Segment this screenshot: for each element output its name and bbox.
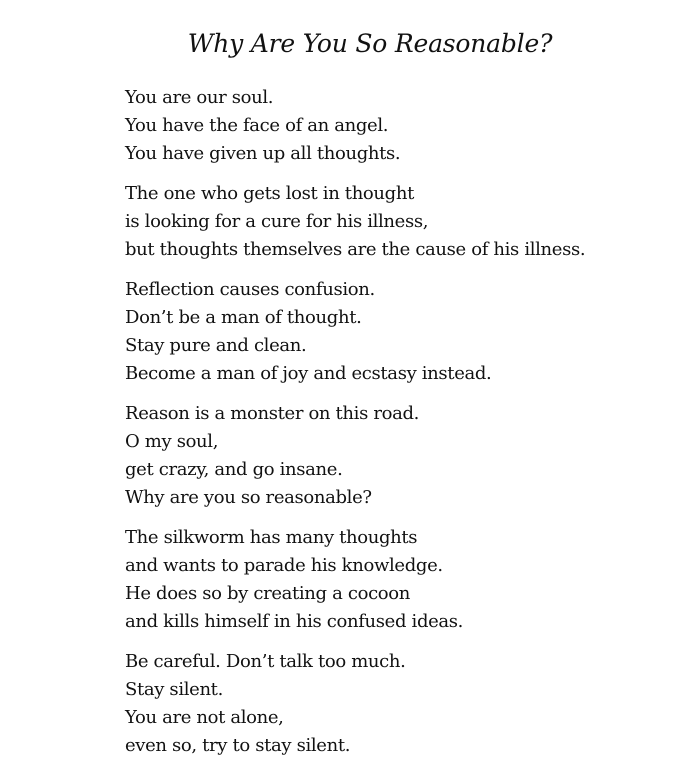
poem-line: Be careful. Don’t talk too much.	[125, 651, 406, 672]
poem-body	[125, 84, 665, 772]
poem-line: You are not alone,	[125, 707, 284, 728]
poem-line: Reason is a monster on this road.	[125, 403, 420, 424]
poem-line: The one who gets lost in thought	[125, 183, 414, 204]
poem-line: Why are you so reasonable?	[125, 487, 372, 508]
poem-line: Become a man of joy and ecstasy instead.	[125, 363, 492, 384]
poem-line: Stay pure and clean.	[125, 335, 307, 356]
stanza-6	[125, 648, 665, 760]
stanza-5	[125, 524, 665, 636]
poem-line: and wants to parade his knowledge.	[125, 555, 443, 576]
poem-line: but thoughts themselves are the cause of his illness.	[125, 239, 586, 260]
poem-line: Don’t be a man of thought.	[125, 307, 362, 328]
stanza-1	[125, 84, 665, 168]
poem-line: You are our soul.	[125, 87, 274, 108]
poem-line: Stay silent.	[125, 679, 223, 700]
poem-line: and kills himself in his confused ideas.	[125, 611, 464, 632]
poem-line: You have the face of an angel.	[125, 115, 389, 136]
poem-line: even so, try to stay silent.	[125, 735, 351, 756]
poem-line: is looking for a cure for his illness,	[125, 211, 429, 232]
stanza-2	[125, 180, 665, 264]
poem-line: O my soul,	[125, 431, 219, 452]
poem-line: You have given up all thoughts.	[125, 143, 401, 164]
poem-title: Why Are You So Reasonable?	[187, 29, 553, 58]
poem-line: He does so by creating a cocoon	[125, 583, 411, 604]
stanza-3	[125, 276, 665, 388]
stanza-4	[125, 400, 665, 512]
poem-line: Reflection causes confusion.	[125, 279, 375, 300]
poem-line: get crazy, and go insane.	[125, 459, 343, 480]
poem-line: The silkworm has many thoughts	[125, 527, 418, 548]
